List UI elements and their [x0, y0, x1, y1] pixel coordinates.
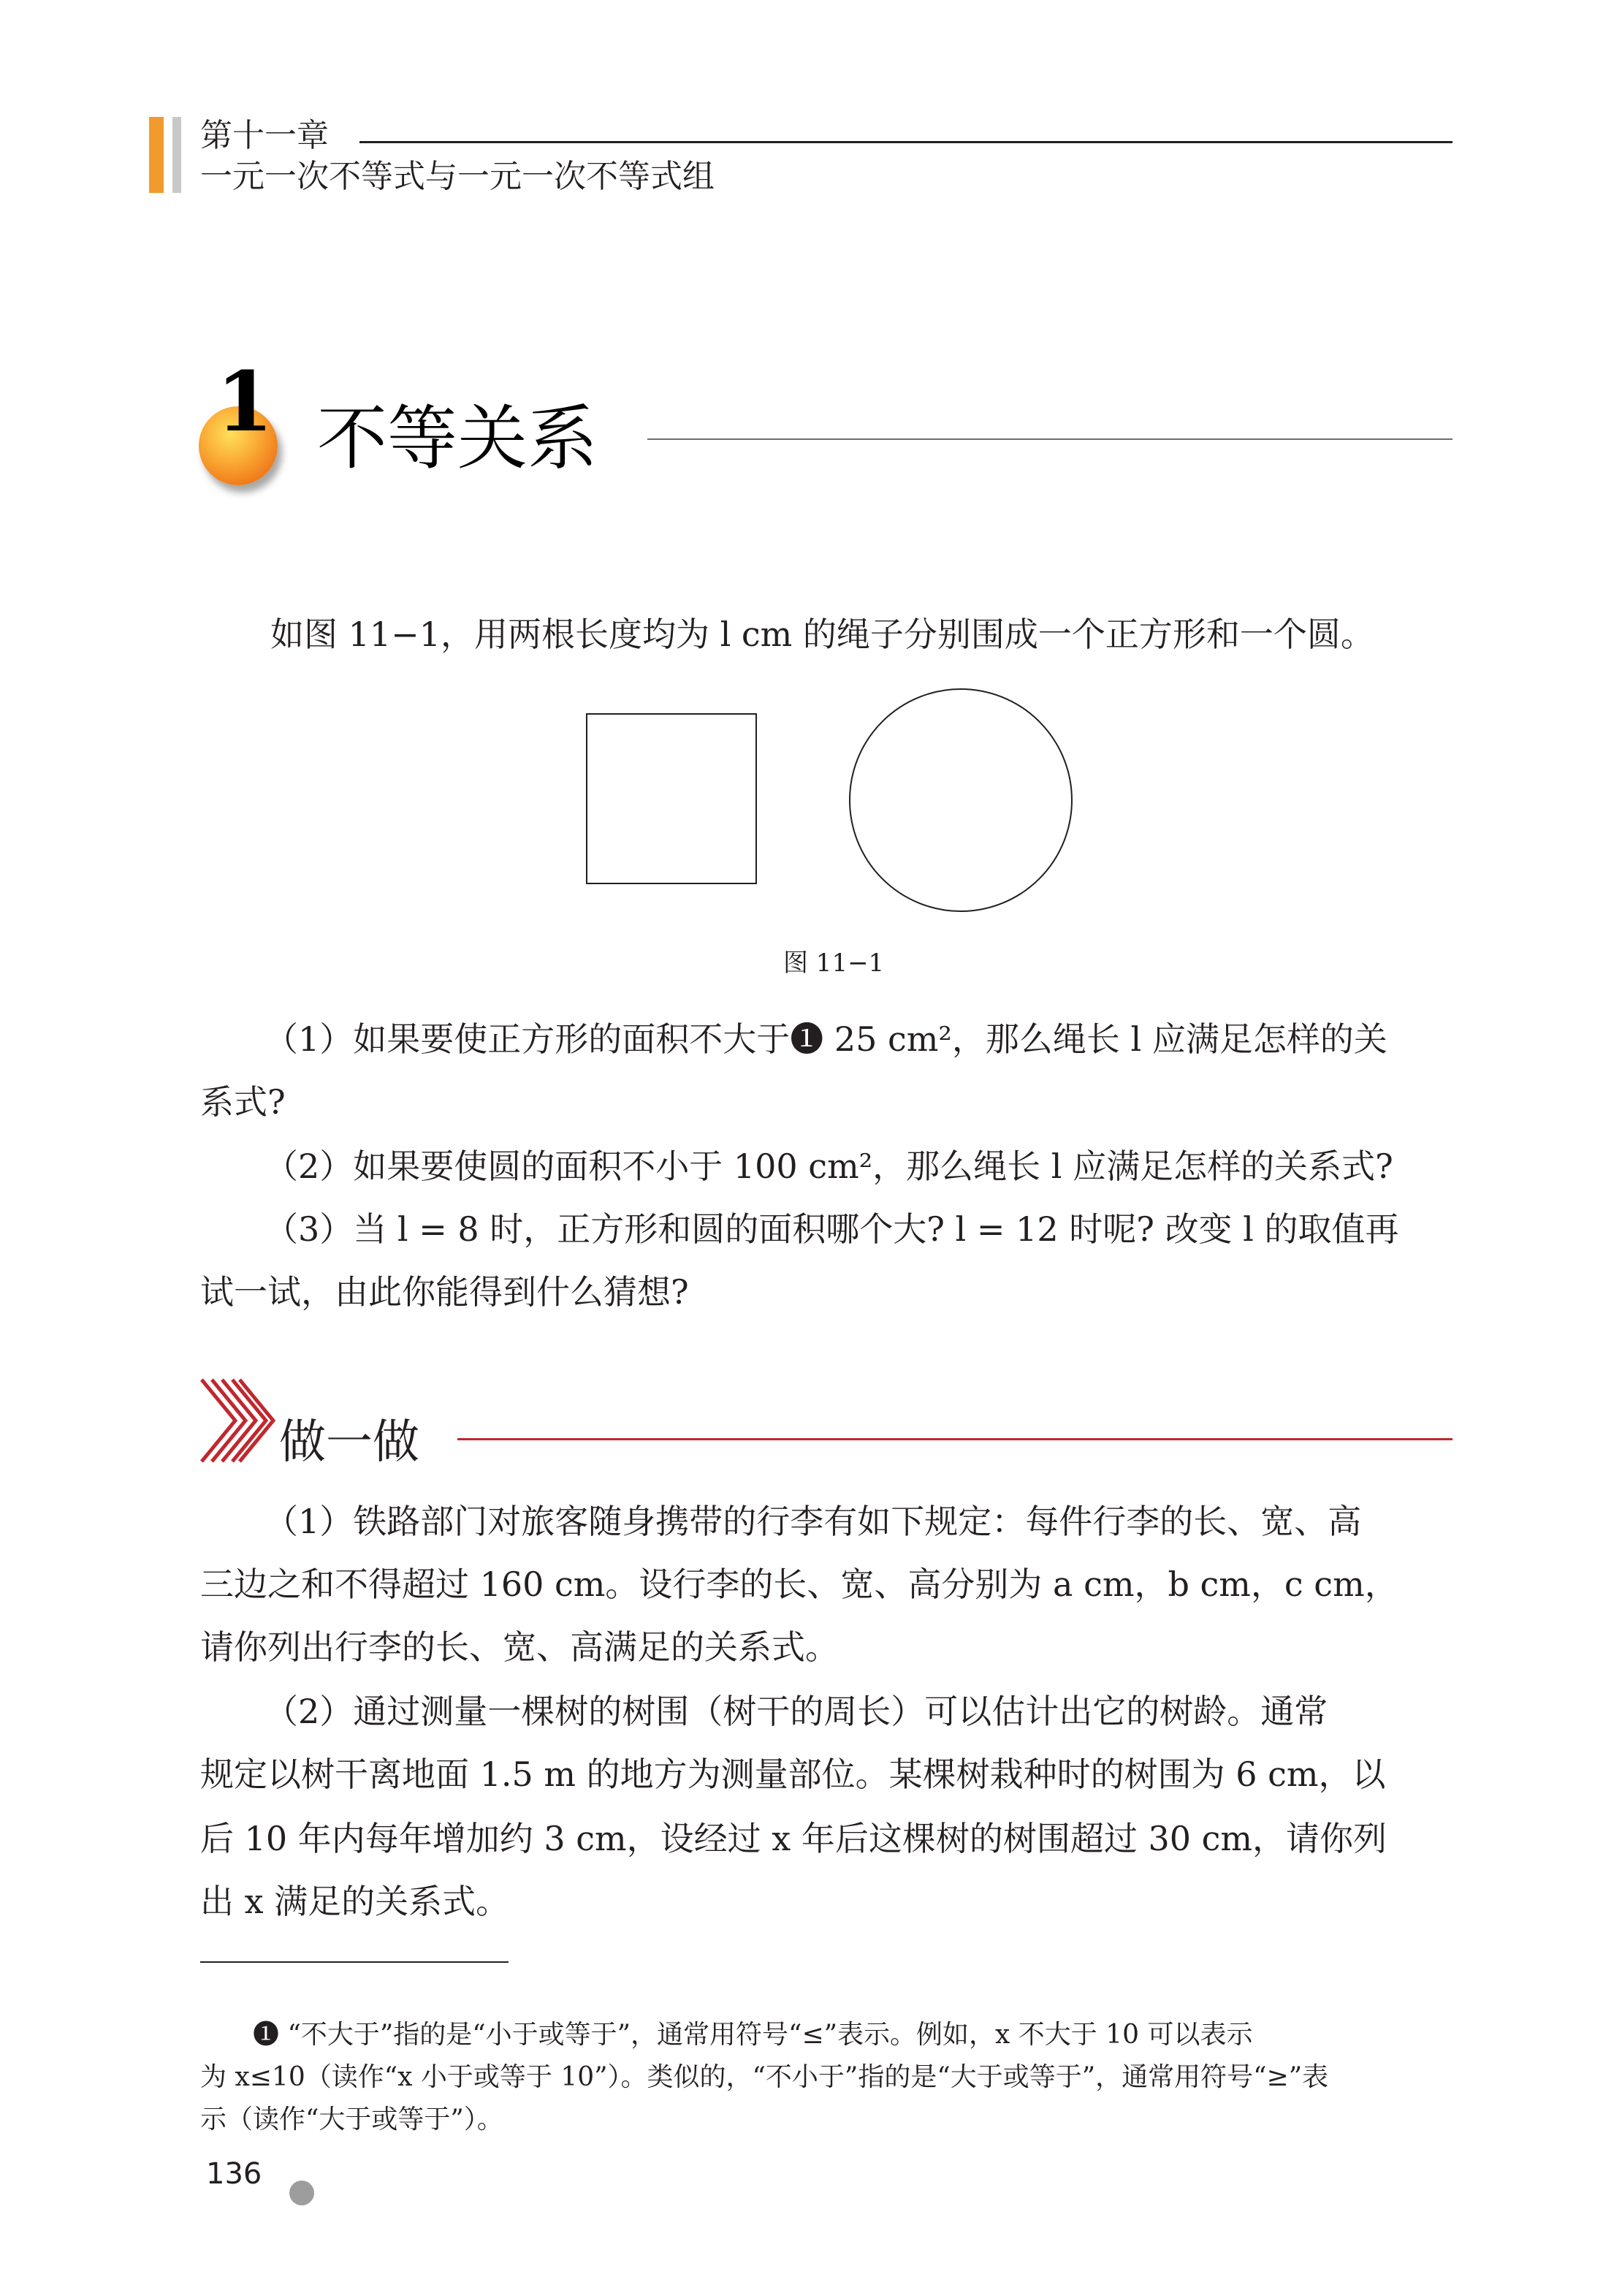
- figure-square: [586, 713, 757, 884]
- chapter-label: 第十一章: [200, 117, 329, 154]
- activity-title: 做一做: [279, 1415, 419, 1470]
- activity-1-line-2: 三边之和不得超过 160 cm。设行李的长、宽、高分别为 a cm，b cm，c cm，: [200, 1565, 1398, 1604]
- figure-circle: [849, 688, 1073, 912]
- page-number-dot-icon: [289, 2181, 314, 2205]
- activity-chevrons-icon: [197, 1377, 276, 1464]
- footnote-rule: [200, 1961, 509, 1963]
- footnote-line-2: 为 x≤10（读作“x 小于或等于 10”）。类似的，“不小于”指的是“大于或等于”，通常用符号“≥”表: [200, 2062, 1329, 2092]
- question-1-line-1: （1）如果要使正方形的面积不大于❶ 25 cm²，那么绳长 l 应满足怎样的关: [264, 1019, 1387, 1059]
- footnote-line-1: ❶ “不大于”指的是“小于或等于”，通常用符号“≤”表示。例如，x 不大于 10 可以表示: [253, 2020, 1253, 2050]
- chapter-title: 一元一次不等式与一元一次不等式组: [200, 158, 715, 195]
- activity-2-line-2: 规定以树干离地面 1.5 m 的地方为测量部位。某棵树栽种时的树围为 6 cm，以: [200, 1755, 1386, 1794]
- header-rule: [359, 141, 1452, 143]
- page-number: 136: [206, 2157, 262, 2191]
- activity-1-line-3: 请你列出行李的长、宽、高满足的关系式。: [200, 1627, 839, 1667]
- question-3-line-1: （3）当 l = 8 时，正方形和圆的面积哪个大? l = 12 时呢? 改变 l 的取值再: [264, 1209, 1399, 1249]
- figure-caption: 图 11−1: [783, 949, 885, 978]
- question-2-line-1: （2）如果要使圆的面积不小于 100 cm²，那么绳长 l 应满足怎样的关系式?: [264, 1147, 1393, 1186]
- intro-paragraph: 如图 11−1，用两根长度均为 l cm 的绳子分别围成一个正方形和一个圆。: [270, 615, 1374, 654]
- activity-2-line-3: 后 10 年内每年增加约 3 cm，设经过 x 年后这棵树的树围超过 30 cm，请你列: [200, 1819, 1387, 1858]
- activity-2-line-1: （2）通过测量一棵树的树围（树干的周长）可以估计出它的树龄。通常: [264, 1692, 1328, 1731]
- section-number: 1: [216, 354, 273, 450]
- header-accent-bar-secondary: [172, 117, 181, 193]
- activity-title-rule: [457, 1438, 1452, 1440]
- section-title: 不等关系: [317, 398, 598, 479]
- section-title-rule: [647, 438, 1452, 440]
- question-3-line-2: 试一试，由此你能得到什么猜想?: [200, 1272, 689, 1312]
- activity-1-line-1: （1）铁路部门对旅客随身携带的行李有如下规定：每件行李的长、宽、高: [264, 1502, 1362, 1541]
- footnote-line-3: 示（读作“大于或等于”）。: [200, 2105, 503, 2135]
- activity-2-line-4: 出 x 满足的关系式。: [200, 1882, 510, 1921]
- header-accent-bar: [149, 117, 164, 193]
- question-1-line-2: 系式?: [200, 1082, 286, 1122]
